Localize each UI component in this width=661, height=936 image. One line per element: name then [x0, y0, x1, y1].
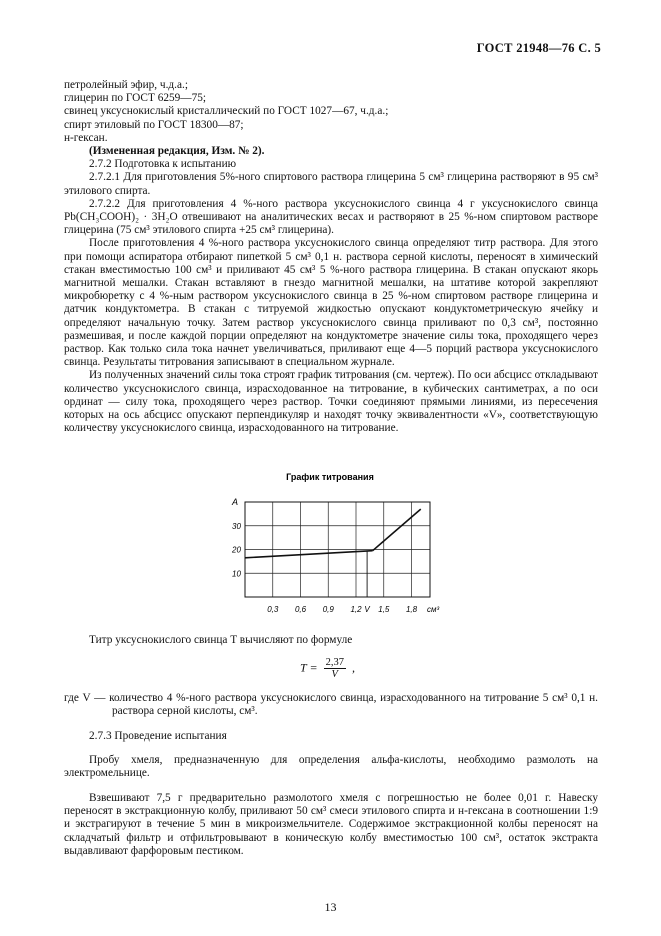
reagent-item: глицерин по ГОСТ 6259—75; [64, 92, 207, 105]
formula-lhs: T = [300, 660, 318, 675]
y-tick-label: 10 [232, 569, 241, 579]
formula-tail: , [351, 660, 355, 675]
y-tick-label: 30 [232, 521, 241, 531]
chart-grid [245, 502, 430, 597]
chart-title: График титрования [286, 472, 374, 482]
y-axis-label: A [232, 497, 239, 507]
reagent-item: спирт этиловый по ГОСТ 18300—87; [64, 118, 244, 131]
series-line [373, 509, 421, 551]
reagent-item: петролейный эфир, ч.д.а.; [64, 79, 188, 91]
x-axis [267, 605, 417, 614]
y-tick-label: 20 [232, 545, 241, 555]
x-tick-label: 1,2 [350, 605, 362, 614]
paragraph-titer: После приготовления 4 %-ного раствора уксуснокислого свинца определяют титр раствора. Для этого при помощи аспиратора отбирают пипеткой 5 см³ 0,1 н. раствора серной кислоты, переносят в химический стакан вместимостью 100 см³ и приливают 45 см³ 5 %-ного раствора глицерина. В стакан опускают якорь магнитной мешалки. Стакан вставляют в гнездо магнитной мешалки, на штативе которой закрепляют микробюретку с 4 %-ным раствором уксуснокислого свинца в 25 %-ном спиртовом растворе глицерина и датчик кондуктометра. В стакан с титруемой жидкостью опускают кондуктометрическую ячейку и определяют начальную точку. Затем раствор уксуснокислого свинца приливают по 0,3 см³, постоянно размешивая, и после каждой порции определяют на кондуктометре значение силы тока, проходящего через раствор. Как только сила тока начнет увеличиваться, приливают еще 4—5 порций раствора уксуснокислого свинца. Результаты титрования записывают в специальном журнале. [64, 237, 598, 369]
page-header: ГОСТ 21948—76 С. 5 [476, 41, 601, 55]
section-2-7-3: 2.7.3 Проведение испытания [89, 729, 227, 742]
formula-denominator: V [331, 669, 338, 680]
x-tick-label: 0,9 [322, 605, 334, 614]
text-block-formula [64, 634, 598, 647]
x-tick-label: 0,3 [267, 605, 279, 614]
formula-intro: Титр уксуснокислого свинца T вычисляют по формуле [89, 634, 353, 646]
section-2-7-2: 2.7.2 Подготовка к испытанию [89, 158, 237, 171]
paragraph-graph: Из полученных значений силы тока строят график титрования (см. чертеж). По оси абсцисс откладывают количество уксуснокислого свинца, израсходованное на титрование, в кубических сантиметрах, а по оси ординат — силу тока, проходящего через раствор. Точки соединяют прямыми линиями, из пересечения которых на ось абсцисс опускают перпендикуляр и находят точку эквивалентности «V», соответствующую количеству уксуснокислого свинца, израсходованного на титрование. [64, 369, 598, 435]
chart-series [245, 509, 421, 597]
section-2-7-2-2: 2.7.2.2 Для приготовления 4 %-ного раствора уксуснокислого свинца 4 г уксуснокислого свинца Pb(CH₃COOH)₂ · 3H₂O отвешивают на аналитических весах и растворяют в 25 %-ном спиртовом растворе глицерина (75 см³ этилового спирта +25 см³ глицерина). [64, 197, 598, 237]
reagent-item: н-гексан. [64, 131, 108, 144]
x-tick-label: V [364, 605, 370, 614]
x-tick-label: 1,8 [405, 605, 418, 614]
formula-titer [300, 657, 355, 680]
reagent-item: свинец уксуснокислый кристаллический по ГОСТ 1027—67, ч.д.а.; [64, 105, 389, 118]
section-2-7-2-1: 2.7.2.1 Для приготовления 5%-ного спиртового раствора глицерина 5 см³ глицерина растворяют в 95 см³ этилового спирта. [64, 171, 598, 197]
x-tick-label: 0,6 [294, 605, 307, 614]
x-axis-label: см³ [427, 605, 440, 614]
paragraph-sample: Пробу хмеля, предназначенную для определения альфа-кислоты, необходимо размолоть на электромельнице. [64, 754, 598, 780]
page-number: 13 [324, 900, 337, 914]
text-block-bottom [64, 692, 598, 869]
formula-numerator: 2,37 [325, 657, 344, 668]
paragraph-weigh: Взвешивают 7,5 г предварительно размолотого хмеля с погрешностью не более 0,01 г. Навеску переносят в экстракционную колбу, приливают 50 см³ смеси этилового спирта и н-гексана в соотношении 1:9 и экстрагируют в течение 5 мин в микроизмельчителе. Содержимое экстракционной колбы переносят на складчатый фильтр и отфильтровывают в коническую колбу вместимостью 100 см³, остаток экстракта выдавливают фарфоровым пестиком. [64, 791, 598, 857]
where-clause: где V — количество 4 %-ного раствора уксуснокислого свинца, израсходованного на титрование 5 см³ 0,1 н. раствора серной кислоты, см³. [64, 692, 598, 718]
series-line [245, 551, 373, 558]
formula-fraction [324, 657, 346, 680]
x-tick-label: 1,5 [378, 605, 390, 614]
y-axis [231, 522, 241, 579]
edition-note: (Измененная редакция, Изм. № 2). [89, 145, 265, 158]
